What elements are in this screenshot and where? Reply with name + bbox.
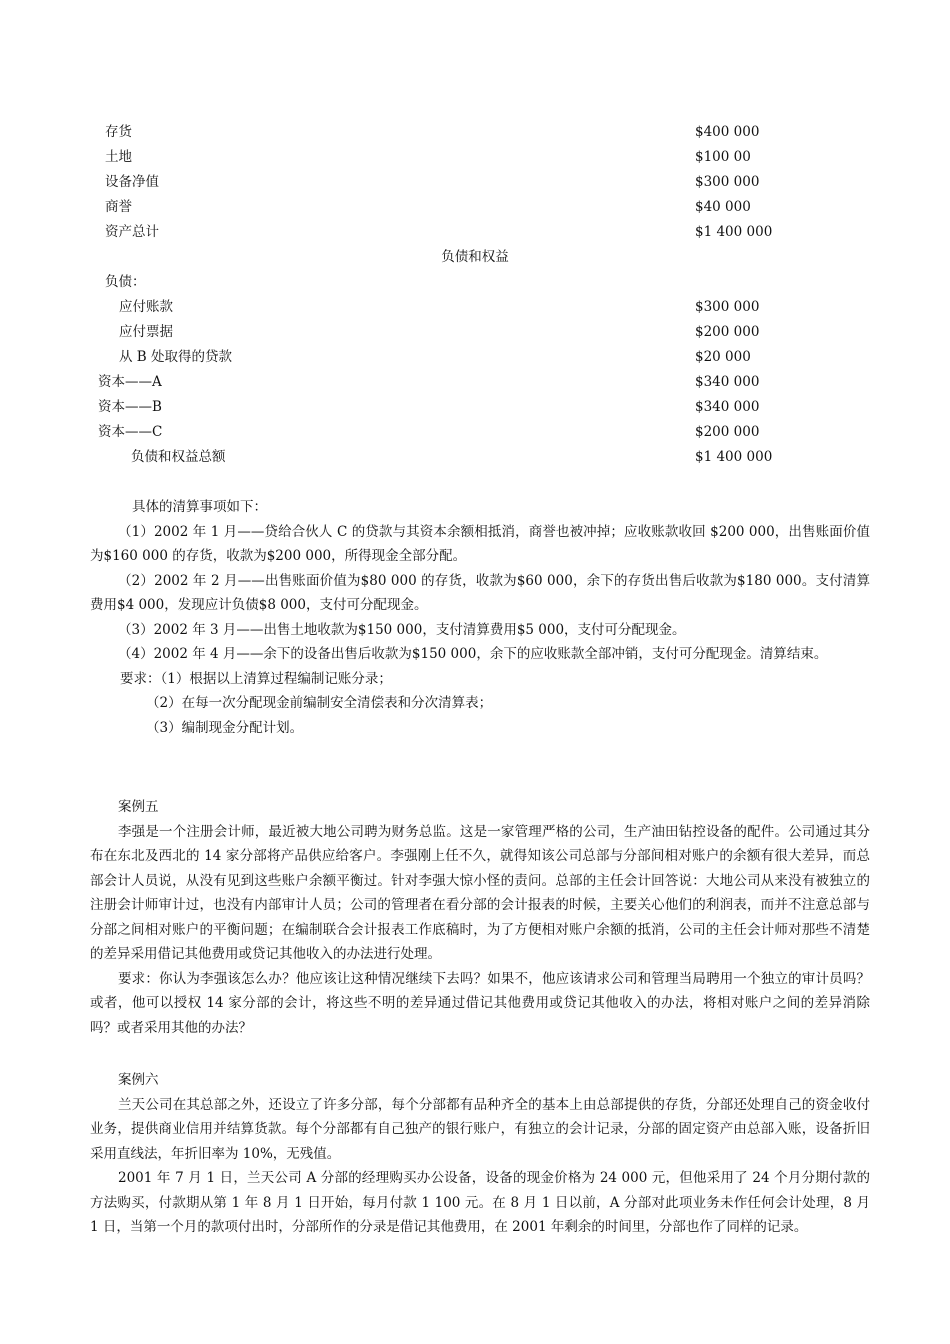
liability-row bbox=[119, 295, 839, 320]
liability-amount: $200 000 bbox=[695, 324, 760, 340]
asset-row-land bbox=[105, 145, 825, 170]
case-six-section bbox=[90, 1068, 870, 1240]
asset-row-goodwill bbox=[105, 195, 825, 220]
asset-amount: $100 00 bbox=[695, 149, 751, 165]
asset-label: 商誉 bbox=[105, 199, 132, 215]
requirement-1: 要求：（1）根据以上清算过程编制记账分录； bbox=[120, 670, 392, 687]
capital-label: 资本——C bbox=[98, 424, 163, 440]
case-six-title: 案例六 bbox=[118, 1072, 159, 1088]
asset-row-equipment bbox=[105, 170, 825, 195]
requirement-2: （2）在每一次分配现金前编制安全清偿表和分次清算表； bbox=[146, 695, 493, 711]
liquidation-item-1: （1）2002 年 1 月——贷给合伙人 C 的贷款与其资本余额相抵消，商誉也被冲掉；应收账款收回 $200 000，出售账面价值为$160 000 的存货，收款为$200 000，所得现金全部分配。 bbox=[90, 523, 870, 564]
asset-row-total bbox=[105, 220, 825, 245]
liquidation-item-2: （2）2002 年 2 月——出售账面价值为$80 000 的存货，收款为$60 000，余下的存货出售后收款为$180 000。支付清算费用$4 000，发现应计负债$8 000，支付可分配现金。 bbox=[90, 572, 870, 613]
asset-amount: $1 400 000 bbox=[695, 224, 773, 240]
requirement-3: （3）编制现金分配计划。 bbox=[146, 719, 304, 736]
liquidation-item-3: （3）2002 年 3 月——出售土地收款为$150 000，支付清算费用$5 000，支付可分配现金。 bbox=[118, 621, 686, 638]
liability-amount: $20 000 bbox=[695, 349, 751, 365]
capital-row-b bbox=[98, 395, 818, 420]
asset-label: 存货 bbox=[105, 124, 132, 140]
asset-row-inventory bbox=[105, 120, 825, 145]
case-six-paragraph-2: 2001 年 7 月 1 日，兰天公司 A 分部的经理购买办公设备，设备的现金价格为 24 000 元，但他采用了 24 个月分期付款的方法购买，付款期从第 1 年 8 月 1 日开始，每月付款 1 100 元。在 8 月 1 日以前，A 分部对此项业务未作任何会计处理，8 月 1 日，当第一个月的款项付出时，分部所作的分录是借记其他费用，在 2001 年剩余的时间里，分部也作了同样的记录。 bbox=[90, 1170, 870, 1235]
liability-amount: $300 000 bbox=[695, 299, 760, 315]
capital-amount: $340 000 bbox=[695, 374, 760, 390]
asset-label: 土地 bbox=[105, 149, 132, 165]
liability-row bbox=[119, 345, 839, 370]
capital-amount: $340 000 bbox=[695, 399, 760, 415]
capital-label: 资本——A bbox=[98, 374, 162, 390]
asset-amount: $300 000 bbox=[695, 174, 760, 190]
total-label: 负债和权益总额 bbox=[131, 449, 226, 465]
case-five-paragraph-1: 李强是一个注册会计师，最近被大地公司聘为财务总监。这是一家管理严格的公司，生产油田钻控设备的配件。公司通过其分布在东北及西北的 14 家分部将产品供应给客户。李强刚上任不久，就得知该公司总部与分部间相对账户的余额有很大差异，而总部会计人员说，从没有见到这些账户余额平衡过。针对李强大惊小怪的责问。总部的主任会计回答说：大地公司从来没有被独立的注册会计师审计过，也没有内部审计人员；公司的管理者在看分部的会计报表的时候，主要关心他们的利润表，而并不注意总部与分部之间相对账户的平衡问题；在编制联合会计报表工作底稿时，为了方便相对账户余额的抵消，公司的主任会计师对那些不清楚的差异采用借记其他费用或贷记其他收入的办法进行处理。 bbox=[90, 823, 870, 962]
liabilities-equity-total-row bbox=[131, 445, 851, 470]
asset-label: 资产总计 bbox=[105, 224, 159, 240]
liability-label: 应付票据 bbox=[119, 324, 173, 340]
liability-row bbox=[119, 320, 839, 345]
total-amount: $1 400 000 bbox=[695, 449, 773, 465]
liquidation-section bbox=[90, 495, 870, 740]
capital-row-a bbox=[98, 370, 818, 395]
asset-amount: $40 000 bbox=[695, 199, 751, 215]
liquidation-item-4: （4）2002 年 4 月——余下的设备出售后收款为$150 000，余下的应收账款全部冲销，支付可分配现金。清算结束。 bbox=[118, 646, 828, 662]
case-five-paragraph-2: 要求：你认为李强该怎么办？他应该让这种情况继续下去吗？如果不，他应该请求公司和管理当局聘用一个独立的审计员吗？或者，他可以授权 14 家分部的会计，将这些不明的差异通过借记其他费用或贷记其他收入的办法，将相对账户之间的差异消除吗？或者采用其他的办法？ bbox=[90, 970, 870, 1036]
case-five-title: 案例五 bbox=[118, 799, 159, 815]
liabilities-label: 负债： bbox=[105, 274, 146, 290]
capital-amount: $200 000 bbox=[695, 424, 760, 440]
case-six-paragraph-1: 兰天公司在其总部之外，还设立了许多分部，每个分部都有品种齐全的基本上由总部提供的存货，分部还处理自己的资金收付业务，提供商业信用并结算货款。每个分部都有自己独产的银行账户，有独立的会计记录，分部的固定资产由总部入账，设备折旧采用直线法，年折旧率为 10%，无残值。 bbox=[90, 1096, 870, 1162]
capital-label: 资本——B bbox=[98, 399, 162, 415]
liability-label: 从 B 处取得的贷款 bbox=[119, 349, 233, 365]
capital-row-c bbox=[98, 420, 818, 445]
liquidation-intro: 具体的清算事项如下： bbox=[132, 499, 267, 515]
asset-amount: $400 000 bbox=[695, 124, 760, 140]
liability-label: 应付账款 bbox=[119, 299, 173, 315]
case-five-section bbox=[90, 795, 870, 1040]
asset-label: 设备净值 bbox=[105, 174, 159, 190]
liabilities-equity-heading: 负债和权益 bbox=[441, 249, 509, 265]
